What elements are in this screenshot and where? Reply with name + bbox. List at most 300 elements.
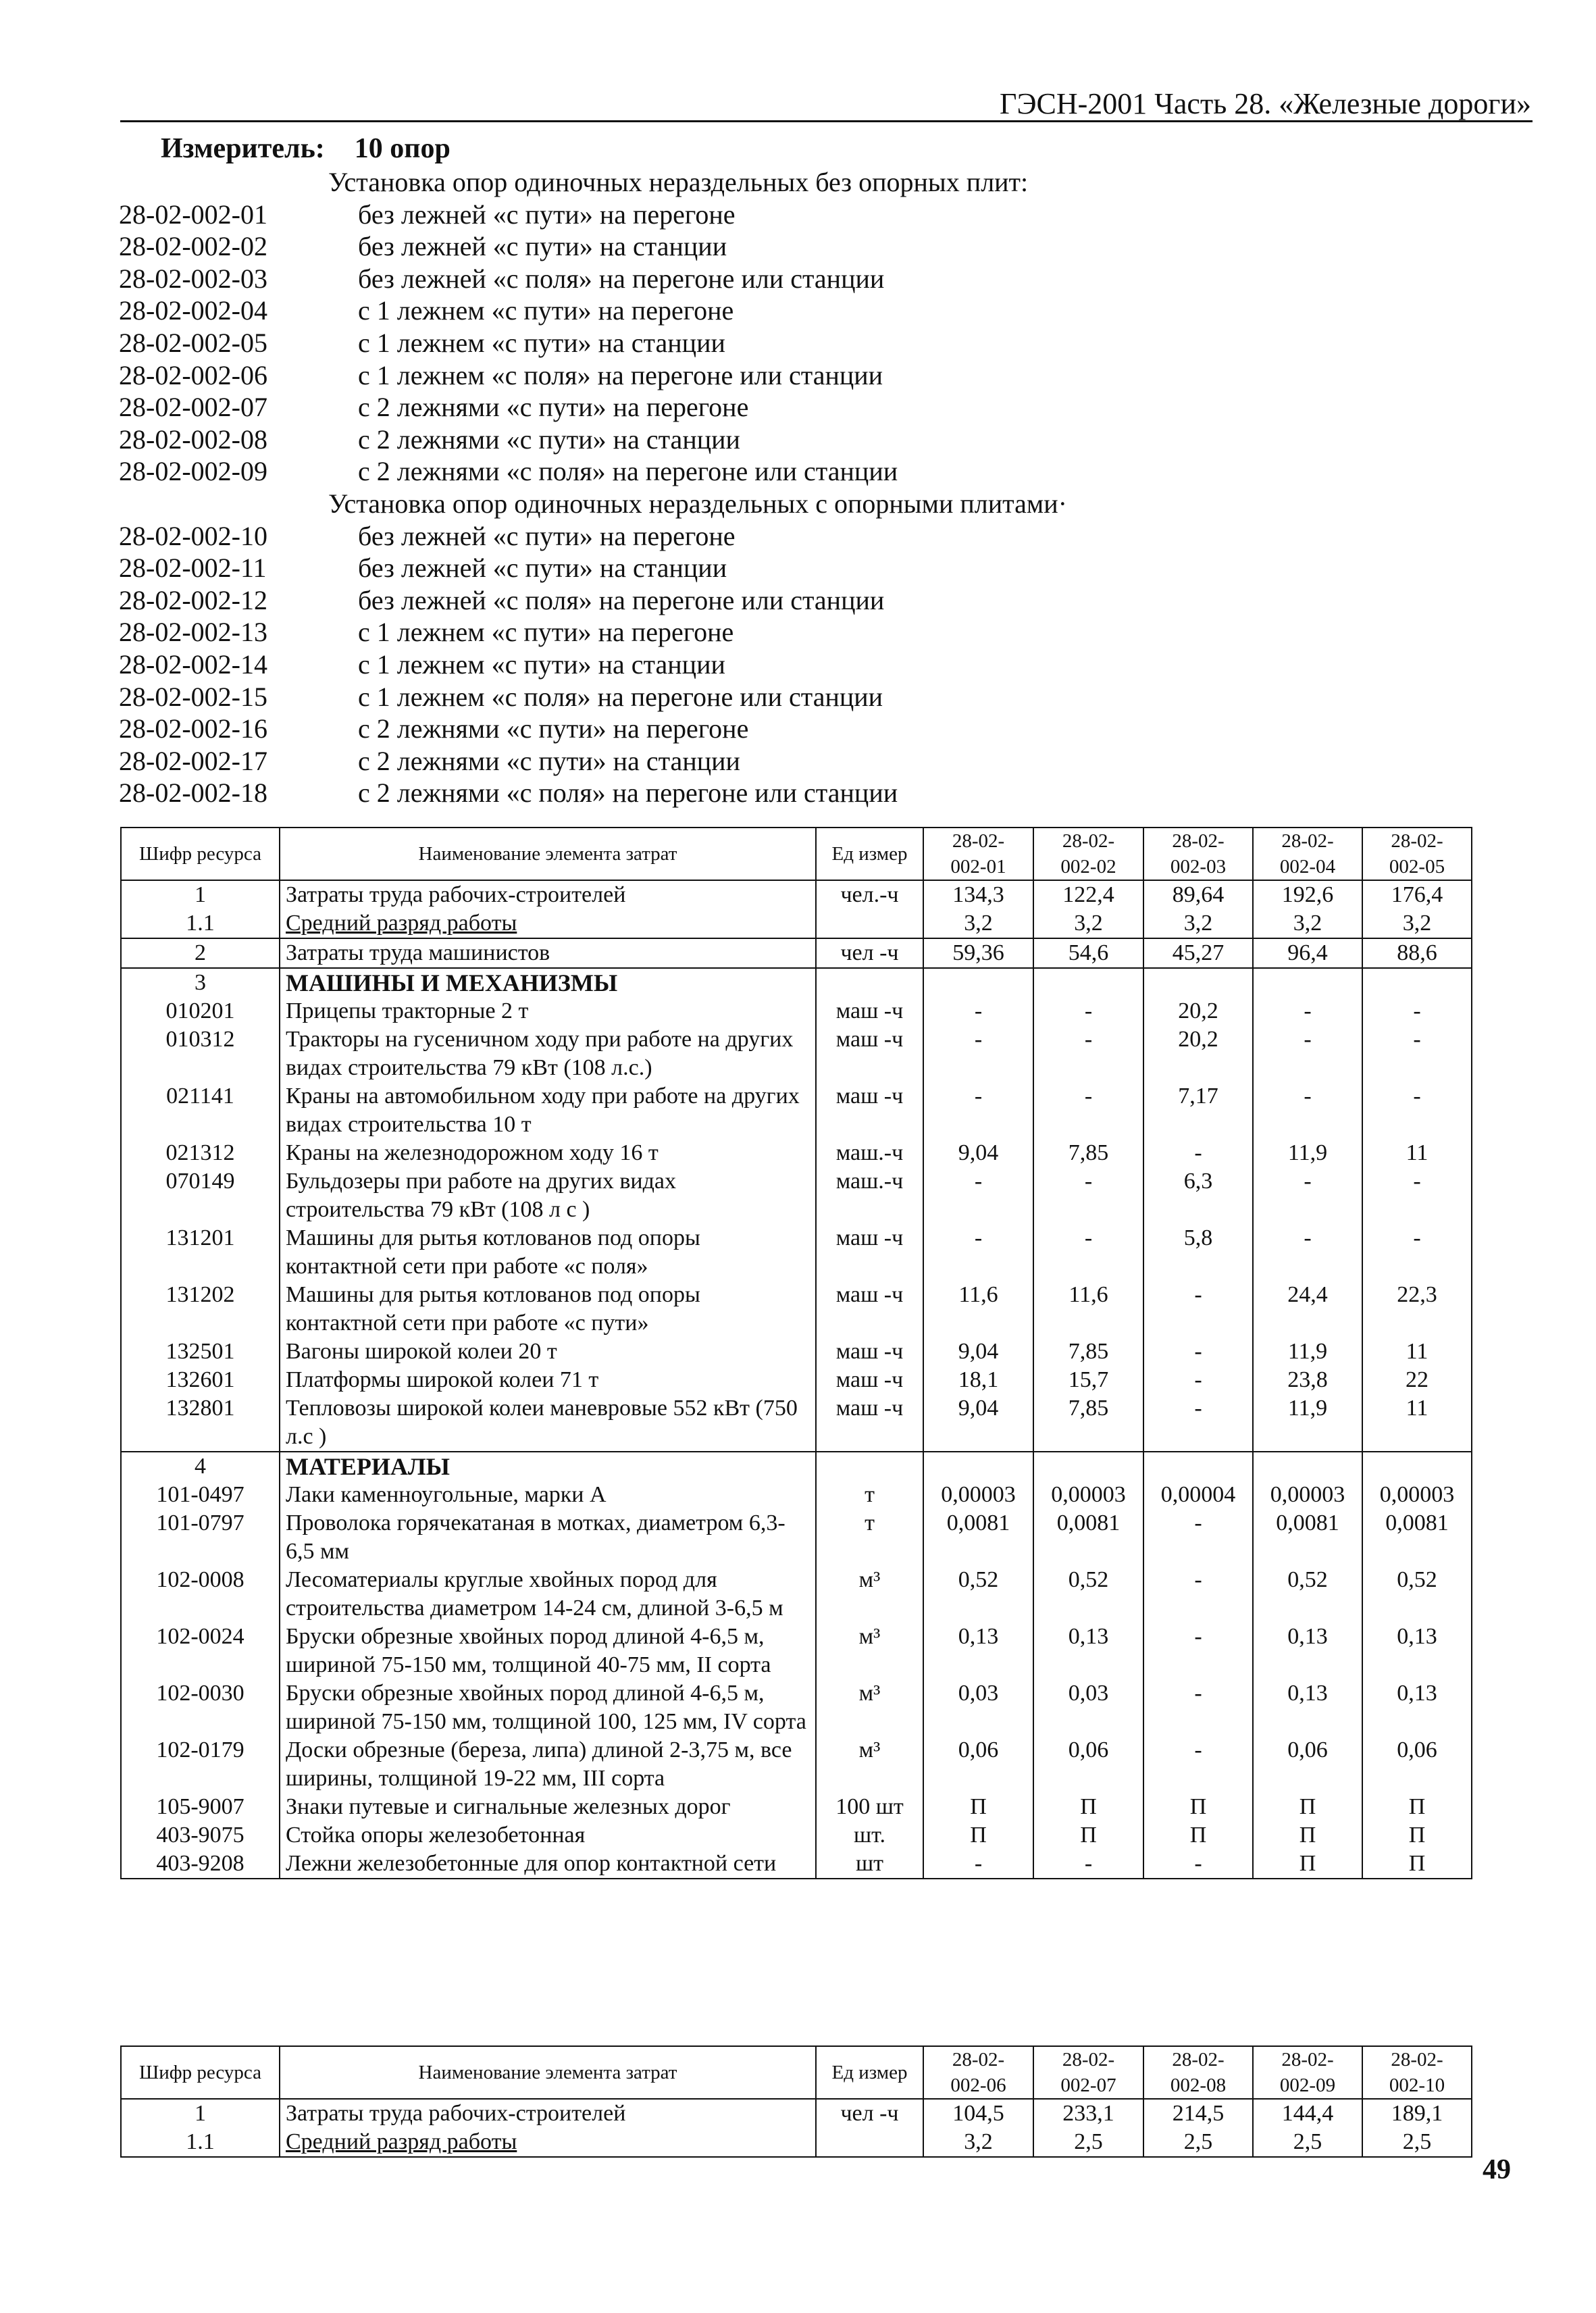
resource-name: Краны на железнодорожном ходу 16 т <box>280 1139 816 1167</box>
table-row <box>121 1139 1472 1167</box>
resource-name: Средний разряд работы <box>280 2128 816 2157</box>
norm-value: - <box>1143 1623 1253 1679</box>
work-description: с 2 лежнями «с пути» на перегоне <box>358 713 749 744</box>
column-header: Шифр ресурса <box>121 2046 280 2099</box>
work-description: с 2 лежнями «с пути» на станции <box>358 745 740 776</box>
unit: маш -ч <box>816 1338 923 1366</box>
work-description: без лежней «с пути» на станции <box>358 231 727 262</box>
norm-value: - <box>1143 1394 1253 1452</box>
page-number: 49 <box>1483 2154 1511 2185</box>
resource-name: Бруски обрезные хвойных пород длиной 4-6,5 м, шириной 75-150 мм, толщиной 40-75 мм, II сорта <box>280 1623 816 1679</box>
norm-value: 3,2 <box>1253 909 1362 938</box>
table-row <box>121 909 1472 938</box>
norm-value: 54,6 <box>1033 938 1143 968</box>
column-header: Ед измер <box>816 828 923 880</box>
resource-name: Платформы широкой колеи 71 т <box>280 1366 816 1394</box>
norm-value: 7,85 <box>1033 1139 1143 1167</box>
norm-value: П <box>1362 1850 1472 1879</box>
work-code-row <box>119 295 1470 327</box>
resource-name: Стойка опоры железобетонная <box>280 1821 816 1850</box>
resource-code: 105-9007 <box>121 1793 280 1821</box>
norm-value: 0,52 <box>923 1566 1033 1623</box>
resource-code: 102-0024 <box>121 1623 280 1679</box>
norm-value: 11 <box>1362 1338 1472 1366</box>
norm-value: - <box>923 1224 1033 1281</box>
norm-value: 3,2 <box>1362 909 1472 938</box>
table-row <box>121 1793 1472 1821</box>
norm-value: 0,52 <box>1033 1566 1143 1623</box>
work-description: с 2 лежнями «с пути» на станции <box>358 424 740 455</box>
resource-code: 3 <box>121 968 280 997</box>
norm-value: 3,2 <box>1143 909 1253 938</box>
measurement-unit <box>161 132 451 165</box>
norm-value: 0,00003 <box>1033 1481 1143 1509</box>
resource-code: 2 <box>121 938 280 968</box>
norm-value: - <box>1033 997 1143 1025</box>
resource-code: 102-0030 <box>121 1679 280 1736</box>
norm-value: - <box>1362 997 1472 1025</box>
resource-code: 403-9208 <box>121 1850 280 1879</box>
table-row <box>121 1366 1472 1394</box>
work-code: 28-02-002-04 <box>119 295 267 326</box>
norm-value: 0,13 <box>1253 1679 1362 1736</box>
norm-value: 9,04 <box>923 1394 1033 1452</box>
norm-value: П <box>923 1821 1033 1850</box>
norm-value: 3,2 <box>923 909 1033 938</box>
work-code-row <box>119 230 1470 263</box>
norm-value: 2,5 <box>1143 2128 1253 2157</box>
resource-name: Машины для рытья котлованов под опоры контактной сети при работе «с поля» <box>280 1224 816 1281</box>
table-row <box>121 1679 1472 1736</box>
work-description: без лежней «с пути» на перегоне <box>358 199 736 230</box>
work-code: 28-02-002-07 <box>119 392 267 423</box>
work-code-row <box>119 424 1470 456</box>
resource-name: МАТЕРИАЛЫ <box>280 1452 816 1481</box>
work-code: 28-02-002-05 <box>119 327 267 358</box>
column-header: 28-02- 002-08 <box>1143 2046 1253 2099</box>
resource-name: Средний разряд работы <box>280 909 816 938</box>
table-1-header-row <box>121 828 1472 880</box>
resource-code: 1 <box>121 880 280 909</box>
norm-value: - <box>923 1082 1033 1139</box>
norm-value <box>1033 968 1143 997</box>
resource-code: 403-9075 <box>121 1821 280 1850</box>
unit: маш -ч <box>816 1025 923 1082</box>
norm-value: - <box>1362 1167 1472 1224</box>
work-description: Установка опор одиночных нераздельных без опорных плит: <box>328 167 1029 197</box>
norm-value: 0,00003 <box>1362 1481 1472 1509</box>
work-code-row <box>119 455 1470 488</box>
unit <box>816 2128 923 2157</box>
table-row <box>121 1821 1472 1850</box>
norm-value: - <box>1253 1167 1362 1224</box>
resource-code: 010201 <box>121 997 280 1025</box>
work-code: 28-02-002-13 <box>119 617 267 648</box>
norm-value: 9,04 <box>923 1139 1033 1167</box>
work-description: с 2 лежнями «с пути» на перегоне <box>358 392 749 423</box>
norm-value: 144,4 <box>1253 2099 1362 2128</box>
norm-value: 18,1 <box>923 1366 1033 1394</box>
norm-value: - <box>1033 1025 1143 1082</box>
norm-value: 45,27 <box>1143 938 1253 968</box>
norm-value: 11,9 <box>1253 1338 1362 1366</box>
work-code: 28-02-002-08 <box>119 424 267 455</box>
unit: м³ <box>816 1679 923 1736</box>
work-description: без лежней «с поля» на перегоне или станции <box>358 263 885 294</box>
norm-value: 59,36 <box>923 938 1033 968</box>
work-code: 28-02-002-11 <box>119 553 267 584</box>
norm-value <box>1253 1452 1362 1481</box>
resource-code: 1 <box>121 2099 280 2128</box>
norm-value: 2,5 <box>1362 2128 1472 2157</box>
norm-value: - <box>1253 997 1362 1025</box>
norm-value: - <box>1362 1082 1472 1139</box>
resource-name: Вагоны широкой колеи 20 т <box>280 1338 816 1366</box>
norm-value: 0,06 <box>1033 1736 1143 1793</box>
work-description: с 1 лежнем «с пути» на станции <box>358 649 725 680</box>
unit: шт <box>816 1850 923 1879</box>
work-code-row <box>119 745 1470 778</box>
resource-name: Затраты труда рабочих-строителей <box>280 880 816 909</box>
table-row <box>121 1224 1472 1281</box>
column-header: Наименование элемента затрат <box>280 2046 816 2099</box>
resource-code: 070149 <box>121 1167 280 1224</box>
work-code: 28-02-002-15 <box>119 681 267 712</box>
norm-value: - <box>1253 1082 1362 1139</box>
norm-value: 0,00003 <box>1253 1481 1362 1509</box>
norm-value: 0,13 <box>1362 1623 1472 1679</box>
unit: маш -ч <box>816 1281 923 1338</box>
unit: маш.-ч <box>816 1139 923 1167</box>
norm-value: 23,8 <box>1253 1366 1362 1394</box>
work-group-heading <box>119 488 1470 520</box>
norm-value: - <box>1143 1566 1253 1623</box>
unit: 100 шт <box>816 1793 923 1821</box>
table-row <box>121 1736 1472 1793</box>
resource-name: Машины для рытья котлованов под опоры контактной сети при работе «с пути» <box>280 1281 816 1338</box>
resource-name: Проволока горячекатаная в мотках, диаметром 6,3-6,5 мм <box>280 1509 816 1566</box>
norm-value: 122,4 <box>1033 880 1143 909</box>
resource-name: Лаки каменноугольные, марки А <box>280 1481 816 1509</box>
norm-value <box>1033 1452 1143 1481</box>
work-description: с 1 лежнем «с пути» на перегоне <box>358 617 734 648</box>
norm-value: 88,6 <box>1362 938 1472 968</box>
table-row <box>121 1850 1472 1879</box>
unit <box>816 909 923 938</box>
norm-value: - <box>1143 1850 1253 1879</box>
work-code: 28-02-002-12 <box>119 584 267 615</box>
resource-name: Бульдозеры при работе на других видах строительства 79 кВт (108 л с ) <box>280 1167 816 1224</box>
work-code: 28-02-002-10 <box>119 520 267 551</box>
resource-name: Лежни железобетонные для опор контактной сети <box>280 1850 816 1879</box>
norm-value: - <box>1143 1338 1253 1366</box>
table-row <box>121 1481 1472 1509</box>
norm-value: 3,2 <box>923 2128 1033 2157</box>
resource-code: 102-0008 <box>121 1566 280 1623</box>
norm-value: 0,52 <box>1362 1566 1472 1623</box>
unit: м³ <box>816 1623 923 1679</box>
work-code: 28-02-002-14 <box>119 649 267 680</box>
table-row <box>121 997 1472 1025</box>
work-code-row <box>119 584 1470 617</box>
work-code: 28-02-002-17 <box>119 745 267 776</box>
table-row <box>121 2128 1472 2157</box>
work-code: 28-02-002-03 <box>119 263 267 294</box>
column-header: 28-02- 002-03 <box>1143 828 1253 880</box>
table-row <box>121 2099 1472 2128</box>
section-row <box>121 968 1472 997</box>
unit <box>816 1452 923 1481</box>
norm-value: 0,06 <box>1253 1736 1362 1793</box>
resource-code: 101-0497 <box>121 1481 280 1509</box>
work-code-row <box>119 649 1470 681</box>
work-description: без лежней «с поля» на перегоне или станции <box>358 584 885 615</box>
norm-value: П <box>1253 1850 1362 1879</box>
norm-value: - <box>1033 1082 1143 1139</box>
work-group-heading <box>119 166 1470 199</box>
norm-value: 233,1 <box>1033 2099 1143 2128</box>
norm-value: 0,03 <box>923 1679 1033 1736</box>
norm-value: - <box>923 1025 1033 1082</box>
resource-name: Доски обрезные (береза, липа) длиной 2-3,75 м, все ширины, толщиной 19-22 мм, III сорта <box>280 1736 816 1793</box>
unit: маш -ч <box>816 1366 923 1394</box>
work-code: 28-02-002-09 <box>119 456 267 487</box>
work-code-row <box>119 327 1470 359</box>
column-header: 28-02- 002-04 <box>1253 828 1362 880</box>
norm-value: П <box>1033 1793 1143 1821</box>
resource-code: 101-0797 <box>121 1509 280 1566</box>
work-code: 28-02-002-02 <box>119 231 267 262</box>
unit: м³ <box>816 1566 923 1623</box>
unit: т <box>816 1509 923 1566</box>
header-divider <box>120 120 1533 122</box>
table-row <box>121 1281 1472 1338</box>
norm-value <box>1362 1452 1472 1481</box>
resource-name: Тепловозы широкой колеи маневровые 552 кВт (750 л.с ) <box>280 1394 816 1452</box>
resource-name: Знаки путевые и сигнальные железных дорог <box>280 1793 816 1821</box>
norm-value: - <box>923 997 1033 1025</box>
norm-value <box>1253 968 1362 997</box>
norm-value: - <box>1143 1281 1253 1338</box>
norm-value: 0,00003 <box>923 1481 1033 1509</box>
norm-value: 0,00004 <box>1143 1481 1253 1509</box>
norm-value: 3,2 <box>1033 909 1143 938</box>
norm-value: 2,5 <box>1033 2128 1143 2157</box>
resource-name: Тракторы на гусеничном ходу при работе на других видах строительства 79 кВт (108 л.с.) <box>280 1025 816 1082</box>
norm-value: 11,6 <box>1033 1281 1143 1338</box>
norm-value: - <box>923 1167 1033 1224</box>
running-header: ГЭСН-2001 Часть 28. «Железные дороги» <box>1000 87 1531 120</box>
norm-value: 0,0081 <box>1033 1509 1143 1566</box>
norm-value: 6,3 <box>1143 1167 1253 1224</box>
resource-code: 132601 <box>121 1366 280 1394</box>
work-code-list <box>119 166 1470 809</box>
work-code-row <box>119 391 1470 424</box>
table-row <box>121 1394 1472 1452</box>
table-row <box>121 880 1472 909</box>
work-code: 28-02-002-18 <box>119 778 267 809</box>
norm-value: 0,03 <box>1033 1679 1143 1736</box>
meter-label: Измеритель: <box>161 133 325 164</box>
norm-value: 15,7 <box>1033 1366 1143 1394</box>
norm-value: П <box>1143 1821 1253 1850</box>
norm-value: 9,04 <box>923 1338 1033 1366</box>
norm-value: - <box>1143 1679 1253 1736</box>
resource-code: 010312 <box>121 1025 280 1082</box>
work-description: с 1 лежнем «с поля» на перегоне или станции <box>358 359 883 390</box>
norm-value: 7,85 <box>1033 1394 1143 1452</box>
resource-code: 1.1 <box>121 2128 280 2157</box>
column-header: 28-02- 002-02 <box>1033 828 1143 880</box>
norm-value: 11 <box>1362 1394 1472 1452</box>
table-row <box>121 1338 1472 1366</box>
norm-value: П <box>1253 1793 1362 1821</box>
norm-value: 11,9 <box>1253 1139 1362 1167</box>
unit: шт. <box>816 1821 923 1850</box>
column-header: Шифр ресурса <box>121 828 280 880</box>
work-code-row <box>119 681 1470 713</box>
resource-name: Бруски обрезные хвойных пород длиной 4-6,5 м, шириной 75-150 мм, толщиной 100, 125 мм, IV сорта <box>280 1679 816 1736</box>
unit <box>816 968 923 997</box>
norm-value: - <box>1143 1366 1253 1394</box>
resource-code: 021312 <box>121 1139 280 1167</box>
norm-value: 104,5 <box>923 2099 1033 2128</box>
resource-code: 4 <box>121 1452 280 1481</box>
unit: чел -ч <box>816 2099 923 2128</box>
table-2-header-row <box>121 2046 1472 2099</box>
work-description: Установка опор одиночных нераздельных с опорными плитами· <box>328 488 1067 519</box>
norm-value: 0,06 <box>923 1736 1033 1793</box>
work-code: 28-02-002-16 <box>119 713 267 744</box>
work-code-row <box>119 263 1470 295</box>
column-header: Ед измер <box>816 2046 923 2099</box>
norm-value: - <box>1362 1224 1472 1281</box>
table-row <box>121 1509 1472 1566</box>
work-description: с 2 лежнями «с поля» на перегоне или станции <box>358 778 898 809</box>
work-description: с 2 лежнями «с поля» на перегоне или станции <box>358 456 898 487</box>
norm-value: 192,6 <box>1253 880 1362 909</box>
unit: маш -ч <box>816 1394 923 1452</box>
unit: маш.-ч <box>816 1167 923 1224</box>
resource-table-1 <box>120 827 1472 1879</box>
norm-value: 20,2 <box>1143 1025 1253 1082</box>
work-code-row <box>119 359 1470 392</box>
norm-value: 176,4 <box>1362 880 1472 909</box>
norm-value: - <box>1033 1167 1143 1224</box>
norm-value: - <box>1033 1850 1143 1879</box>
table-row <box>121 1082 1472 1139</box>
resource-code: 131201 <box>121 1224 280 1281</box>
norm-value: 0,13 <box>1033 1623 1143 1679</box>
work-code-row <box>119 713 1470 745</box>
resource-name: Затраты труда рабочих-строителей <box>280 2099 816 2128</box>
norm-value: 7,17 <box>1143 1082 1253 1139</box>
unit: маш -ч <box>816 1224 923 1281</box>
norm-value <box>1143 1452 1253 1481</box>
unit: м³ <box>816 1736 923 1793</box>
norm-value: 0,0081 <box>1253 1509 1362 1566</box>
unit: чел -ч <box>816 938 923 968</box>
work-description: с 1 лежнем «с поля» на перегоне или станции <box>358 681 883 712</box>
column-header: 28-02- 002-06 <box>923 2046 1033 2099</box>
norm-value: - <box>923 1850 1033 1879</box>
norm-value: 20,2 <box>1143 997 1253 1025</box>
norm-value: П <box>923 1793 1033 1821</box>
norm-value: 22,3 <box>1362 1281 1472 1338</box>
norm-value: 0,0081 <box>923 1509 1033 1566</box>
work-description: без лежней «с пути» на перегоне <box>358 520 736 551</box>
norm-value <box>923 1452 1033 1481</box>
resource-name: Прицепы тракторные 2 т <box>280 997 816 1025</box>
norm-value: 11,6 <box>923 1281 1033 1338</box>
norm-value: 89,64 <box>1143 880 1253 909</box>
norm-value: - <box>1033 1224 1143 1281</box>
norm-value: 0,06 <box>1362 1736 1472 1793</box>
norm-value: 22 <box>1362 1366 1472 1394</box>
norm-value: - <box>1253 1025 1362 1082</box>
work-code: 28-02-002-06 <box>119 359 267 390</box>
work-code-row <box>119 552 1470 584</box>
column-header: 28-02- 002-05 <box>1362 828 1472 880</box>
resource-code: 131202 <box>121 1281 280 1338</box>
norm-value: - <box>1143 1736 1253 1793</box>
norm-value: П <box>1033 1821 1143 1850</box>
column-header: Наименование элемента затрат <box>280 828 816 880</box>
norm-value: 0,0081 <box>1362 1509 1472 1566</box>
norm-value: - <box>1362 1025 1472 1082</box>
table-row <box>121 1566 1472 1623</box>
resource-code: 1.1 <box>121 909 280 938</box>
norm-value: 7,85 <box>1033 1338 1143 1366</box>
column-header: 28-02- 002-09 <box>1253 2046 1362 2099</box>
norm-value: 214,5 <box>1143 2099 1253 2128</box>
table-row <box>121 1025 1472 1082</box>
work-description: с 1 лежнем «с пути» на перегоне <box>358 295 734 326</box>
norm-value: 0,13 <box>1362 1679 1472 1736</box>
norm-value: П <box>1143 1793 1253 1821</box>
section-row <box>121 1452 1472 1481</box>
column-header: 28-02- 002-10 <box>1362 2046 1472 2099</box>
unit: чел.-ч <box>816 880 923 909</box>
norm-value: 134,3 <box>923 880 1033 909</box>
norm-value: 11 <box>1362 1139 1472 1167</box>
work-code-row <box>119 520 1470 553</box>
resource-code: 132801 <box>121 1394 280 1452</box>
work-description: без лежней «с пути» на станции <box>358 553 727 584</box>
norm-value: П <box>1362 1821 1472 1850</box>
unit: маш -ч <box>816 1082 923 1139</box>
meter-value: 10 опор <box>354 133 451 164</box>
column-header: 28-02- 002-07 <box>1033 2046 1143 2099</box>
norm-value: П <box>1362 1793 1472 1821</box>
resource-code: 132501 <box>121 1338 280 1366</box>
norm-value: - <box>1143 1509 1253 1566</box>
work-code-row <box>119 616 1470 649</box>
table-row <box>121 938 1472 968</box>
norm-value <box>923 968 1033 997</box>
norm-value: 5,8 <box>1143 1224 1253 1281</box>
unit: маш -ч <box>816 997 923 1025</box>
resource-table-2 <box>120 2045 1472 2158</box>
norm-value: 0,13 <box>923 1623 1033 1679</box>
norm-value <box>1143 968 1253 997</box>
norm-value: 0,52 <box>1253 1566 1362 1623</box>
table-row <box>121 1623 1472 1679</box>
norm-value <box>1362 968 1472 997</box>
norm-value: 11,9 <box>1253 1394 1362 1452</box>
resource-name: Лесоматериалы круглые хвойных пород для строительства диаметром 14-24 см, длиной 3-6,5 м <box>280 1566 816 1623</box>
work-description: с 1 лежнем «с пути» на станции <box>358 327 725 358</box>
